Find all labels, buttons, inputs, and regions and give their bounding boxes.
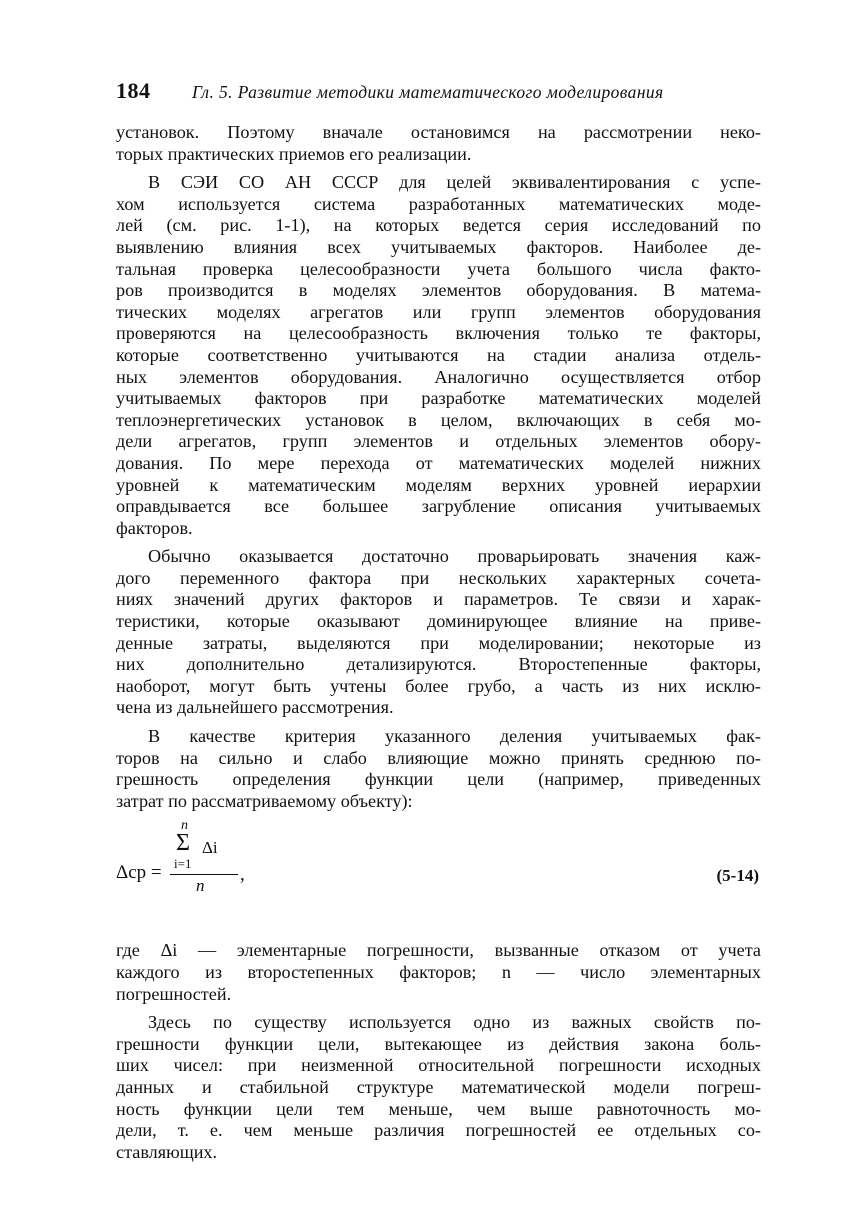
text-line: тальная проверка целесообразности учета большого числа факто- [116,258,761,279]
text-line: погрешностей. [116,983,232,1004]
text-line: ров производится в моделях элементов оборудования. В матема- [116,280,761,301]
fraction-denominator: n [196,876,205,896]
text-line: каждого из второстепенных факторов; n — число элементарных [116,962,761,982]
formula-comma: , [240,864,245,886]
text-line: установок. Поэтому вначале остановимся на рассмотрении неко- [116,122,761,142]
text-line: В качестве критерия указанного деления учитываемых фак- [148,726,761,747]
text-line: дого переменного фактора при нескольких характерных сочета- [116,567,761,588]
page-number: 184 [116,78,151,103]
equation-5-14 [116,818,761,936]
text-line: лей (см. рис. 1-1), на которых ведется серия исследований по [116,215,761,236]
paragraph [116,122,761,165]
text-line: затрат по рассматриваемому объекту): [116,790,413,811]
text-line: теристики, которые оказывают доминирующее влияние на приве- [116,611,761,632]
text-line: ных элементов оборудования. Аналогично осуществляется отбор [116,366,761,387]
sum-upper-limit: n [181,818,188,834]
sum-symbol: Σ [176,830,190,857]
paragraph [116,726,761,812]
equation-number: (5-14) [716,866,759,886]
text-line: ниях значений других факторов и параметров. Те связи и харак- [116,589,761,610]
text-line: В СЭИ СО АН СССР для целей эквивалентирования с успе- [148,172,761,193]
text-line: оправдывается все большее загрубление описания учитываемых [116,496,761,517]
text-line: проверяются на целесообразность включения только те факторы, [116,323,761,344]
text-line: Здесь по существу используется одно из важных свойств по- [148,1012,761,1033]
text-line: данных и стабильной структуре математической модели погреш- [116,1076,761,1097]
text-line: наоборот, могут быть учтены более грубо, а часть из них исклю- [116,675,761,696]
text-line: дели агрегатов, групп элементов и отдельных элементов обору- [116,431,761,452]
text-line: дования. По мере перехода от математических моделей нижних [116,452,761,473]
text-line: грешность определения функции цели (например, приведенных [116,769,761,790]
summand: Δi [202,838,218,858]
text-line: выявлению влияния всех учитываемых факторов. Наиболее де- [116,236,761,257]
text-line: чена из дальнейшего рассмотрения. [116,697,394,718]
text-line: ших чисел: при неизменной относительной погрешности исходных [116,1055,761,1076]
text-line: которые соответственно учитываются на стадии анализа отдель- [116,344,761,365]
text-line: учитываемых факторов при разработке математических моделей [116,388,761,409]
text-line: торых практических приемов его реализации. [116,143,472,164]
text-line: факторов. [116,517,193,538]
text-line: денные затраты, выделяются при моделировании; некоторые из [116,632,761,653]
body-text-before-formula [116,122,761,812]
paragraph [116,546,761,719]
text-line: Обычно оказывается достаточно проварьировать значения каж- [148,546,761,567]
text-line: уровней к математическим моделям верхних уровней иерархии [116,474,761,495]
page-header [116,78,761,110]
text-line: хом используется система разработанных математических моде- [116,193,761,214]
running-title: Гл. 5. Развитие методики математического моделирования [192,82,664,102]
paragraph [116,940,761,1005]
text-line: тических моделях агрегатов или групп элементов оборудования [116,301,761,322]
text-line: ставляющих. [116,1141,218,1162]
text-line: них дополнительно детализируются. Второстепенные факторы, [116,654,761,675]
text-line: торов на сильно и слабо влияющие можно принять среднюю по- [116,747,761,768]
formula-lhs: Δср = [116,862,162,884]
paragraph-gap [116,1005,761,1012]
paragraph-gap [116,539,761,546]
paragraph-gap [116,165,761,172]
text-line: ность функции цели тем меньше, чем выше равноточность мо- [116,1098,761,1119]
text-line: грешности функции цели, вытекающее из действия закона боль- [116,1033,761,1054]
sum-lower-limit: i=1 [174,856,192,872]
text-line: теплоэнергетических установок в целом, включающих в себя мо- [116,409,761,430]
body-text-after-formula [116,940,761,1163]
paragraph [116,172,761,539]
page-content [116,78,761,1163]
fraction-bar [170,874,238,875]
paragraph [116,1012,761,1163]
text-line: где Δi — элементарные погрешности, вызванные отказом от учета [116,940,761,961]
paragraph-gap [116,719,761,726]
text-line: дели, т. е. чем меньше различия погрешностей ее отдельных со- [116,1120,761,1141]
